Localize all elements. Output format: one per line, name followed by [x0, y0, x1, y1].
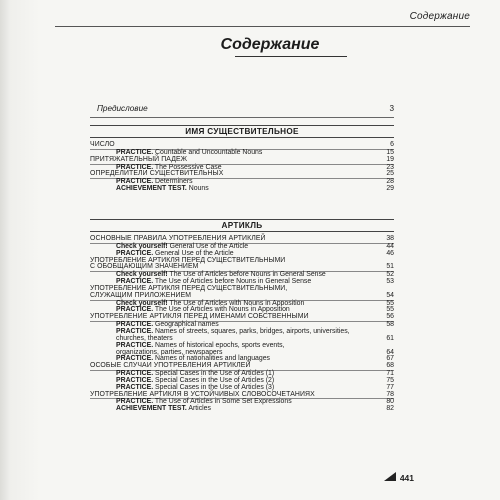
toc-entry-title — [90, 363, 394, 370]
toc-entry-page: 55 — [386, 299, 394, 307]
toc-entry-title — [90, 264, 394, 271]
toc-entry-text: The Use of Articles before Nouns in General Sense — [167, 271, 326, 279]
toc-entry-title — [90, 186, 394, 193]
toc-entry-text: The Use of Articles before Nouns in General Sense — [153, 278, 312, 286]
toc-entry-text: organizations, parties, newspapers — [116, 348, 223, 356]
toc-entry-text: ПРИТЯЖАТЕЛЬНЫЙ ПАДЕЖ — [90, 155, 188, 163]
footer-triangle-mark — [384, 472, 396, 481]
preface-entry — [97, 104, 394, 113]
toc-entry-text: Geographical names — [153, 321, 219, 329]
toc-entry-text: Names of historical epochs, sports events, — [153, 341, 285, 349]
section-article — [90, 219, 394, 413]
toc-entry-text: Special Cases in the Use of Articles (1) — [153, 370, 275, 378]
toc-entry-title — [90, 142, 394, 149]
toc-entry-text: ОСНОВНЫЕ ПРАВИЛА УПОТРЕБЛЕНИЯ АРТИКЛЕЙ — [90, 235, 266, 242]
toc-entry-page: 29 — [386, 185, 394, 193]
toc-entry-text: The Possessive Case — [153, 163, 222, 171]
toc-entry-page: 25 — [386, 170, 394, 178]
toc-entry-label: Check yourself! — [116, 242, 168, 250]
toc-entry-page: 64 — [386, 348, 394, 356]
toc-entry-text: ОПРЕДЕЛИТЕЛИ СУЩЕСТВИТЕЛЬНЫХ — [90, 170, 224, 178]
toc-entry-text: General Use of the Article — [153, 249, 234, 257]
toc-entry-text: The Use of Articles in Some Set Expressions — [153, 398, 292, 406]
toc-entry-title — [90, 392, 394, 399]
toc-entry-label: PRACTICE. — [116, 163, 154, 171]
toc-entry-label: PRACTICE. — [116, 327, 154, 335]
toc-entry-label: Check yourself! — [116, 299, 168, 307]
toc-entry-page: 6 — [390, 141, 394, 148]
toc-entry — [90, 406, 394, 413]
section-entries — [90, 232, 394, 413]
toc-entry-page: 54 — [386, 291, 394, 299]
toc-entry-text: СЛУЖАЩИМ ПРИЛОЖЕНИЕМ — [90, 291, 192, 299]
toc-entry-page: 71 — [386, 370, 394, 378]
toc-entry-page: 28 — [386, 178, 394, 186]
section-nouns — [90, 125, 394, 193]
toc-entry-page: 82 — [386, 405, 394, 413]
toc-entry-page: 38 — [386, 235, 394, 242]
toc-entry-text: Special Cases in the Use of Articles (3) — [153, 383, 275, 391]
toc-entry-label: PRACTICE. — [116, 376, 154, 384]
toc-entry-text: The Use of Articles with Nouns in Apposition — [167, 299, 305, 307]
toc-entry-text: УПОТРЕБЛЕНИЕ АРТИКЛЯ ПЕРЕД ИМЕНАМИ СОБСТВЕННЫМИ — [90, 313, 309, 321]
toc-entry-page: 68 — [386, 362, 394, 370]
toc-entry-text: Countable and Uncountable Nouns — [153, 148, 263, 156]
header-rule — [55, 26, 470, 27]
toc-entry-page: 55 — [386, 306, 394, 314]
toc-entry-page: 52 — [386, 271, 394, 279]
toc-entry-text: churches, theaters — [116, 334, 173, 342]
toc-entry-title — [90, 157, 394, 164]
toc-entry-page: 46 — [386, 249, 394, 257]
toc-entry-title — [90, 314, 394, 321]
toc-entry-label: ACHIEVEMENT TEST. — [116, 405, 187, 413]
toc-entry-text: Special Cases in the Use of Articles (2) — [153, 376, 275, 384]
section-entries — [90, 138, 394, 193]
title-underline — [235, 56, 347, 57]
toc-entry-text: Articles — [186, 405, 211, 413]
toc-entry-text: Names of nationalities and languages — [153, 355, 270, 363]
toc-entry-page: 56 — [386, 313, 394, 321]
toc-entry-text: ОСОБЫЕ СЛУЧАИ УПОТРЕБЛЕНИЯ АРТИКЛЕЙ — [90, 362, 251, 370]
toc-entry-text: С ОБОБЩАЮЩИМ ЗНАЧЕНИЕМ — [90, 263, 199, 271]
toc-entry-text: The Use of Articles with Nouns in Apposition — [153, 306, 290, 314]
toc-entry-page: 53 — [386, 278, 394, 286]
toc-entry-label: PRACTICE. — [116, 341, 154, 349]
section-header: АРТИКЛЬ — [90, 219, 394, 232]
toc-entry-title — [90, 171, 394, 178]
page-number: 441 — [399, 473, 414, 483]
toc-entry-label: PRACTICE. — [116, 306, 154, 314]
toc-entry-title — [90, 406, 394, 413]
toc-entry-text: ЧИСЛО — [90, 141, 115, 148]
toc-entry-label: PRACTICE. — [116, 355, 154, 363]
toc-entry-text: УПОТРЕБЛЕНИЕ АРТИКЛЯ ПЕРЕД СУЩЕСТВИТЕЛЬНЫМИ — [90, 256, 286, 264]
toc-entry-label: ACHIEVEMENT TEST. — [116, 185, 187, 193]
toc-entry-page: 78 — [386, 390, 394, 398]
toc-entry-label: PRACTICE. — [116, 398, 154, 406]
toc-entry-page: 80 — [386, 398, 394, 406]
toc-entry-page: 77 — [386, 383, 394, 391]
toc-entry-page: 19 — [386, 155, 394, 163]
toc-entry-label: PRACTICE. — [116, 148, 154, 156]
toc-entry-page: 51 — [386, 263, 394, 271]
toc-entry-text: Determiners — [153, 178, 193, 186]
toc-entry-label: PRACTICE. — [116, 370, 154, 378]
toc-entry-title — [90, 236, 394, 243]
section-header: ИМЯ СУЩЕСТВИТЕЛЬНОЕ — [90, 125, 394, 138]
toc-entry-text: Names of streets, squares, parks, bridges, airports, universities, — [153, 327, 350, 335]
toc-entry-page: 75 — [386, 376, 394, 384]
toc-entry-text: Nouns — [186, 185, 209, 193]
toc-entry-page: 58 — [386, 321, 394, 329]
toc-entry-title — [90, 293, 394, 300]
toc-entry-page: 44 — [386, 242, 394, 250]
toc-entry-label: PRACTICE. — [116, 178, 154, 186]
toc-entry-text: УПОТРЕБЛЕНИЕ АРТИКЛЯ ПЕРЕД СУЩЕСТВИТЕЛЬНЫМИ, — [90, 284, 288, 292]
toc-entry-text: УПОТРЕБЛЕНИЕ АРТИКЛЯ В УСТОЙЧИВЫХ СЛОВОСОЧЕТАНИЯХ — [90, 390, 315, 398]
toc-entry-label: PRACTICE. — [116, 383, 154, 391]
toc-entry-label: PRACTICE. — [116, 278, 154, 286]
preface-rule — [90, 117, 394, 118]
toc-entry — [90, 186, 394, 193]
toc-entry-page: 15 — [386, 148, 394, 156]
preface-label: Предисловие — [97, 104, 148, 113]
toc-entry-page: 61 — [386, 334, 394, 342]
running-head: Содержание — [409, 11, 470, 22]
preface-page: 3 — [389, 104, 394, 113]
toc-entry-label: PRACTICE. — [116, 321, 154, 329]
toc-entry-page: 67 — [386, 355, 394, 363]
toc-entry-page: 23 — [386, 163, 394, 171]
page-title: Содержание — [220, 36, 320, 53]
toc-entry-text: General Use of the Article — [167, 242, 249, 250]
toc-entry-label: Check yourself! — [116, 271, 168, 279]
toc-entry-label: PRACTICE. — [116, 249, 154, 257]
